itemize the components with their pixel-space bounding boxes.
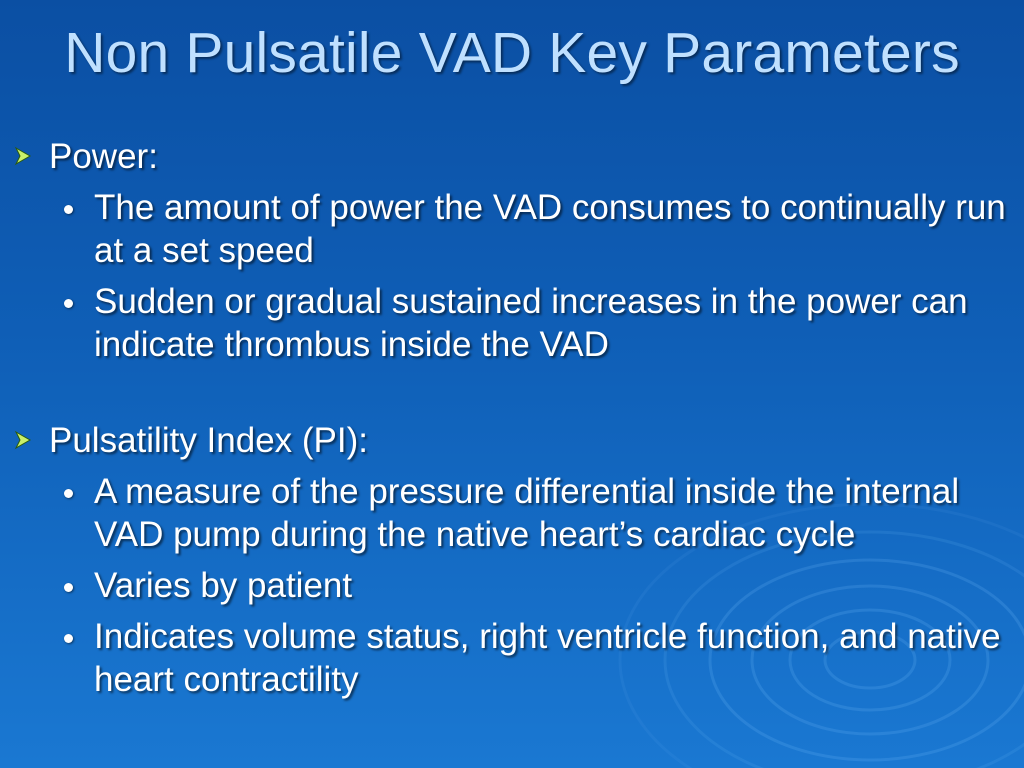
list-item (0, 186, 1024, 272)
bullet-text: The amount of power the VAD consumes to continually run at a set speed (94, 188, 1006, 270)
round-bullet-icon (64, 299, 73, 308)
list-item (0, 280, 1024, 366)
round-bullet-icon (64, 205, 73, 214)
round-bullet-icon (64, 583, 73, 592)
section-heading-power (0, 134, 1024, 180)
round-bullet-icon (64, 634, 73, 643)
list-item (0, 615, 1024, 701)
arrow-bullet-icon (12, 145, 34, 167)
bullet-text: Sudden or gradual sustained increases in the power can indicate thrombus inside the VAD (94, 282, 968, 364)
list-item (0, 470, 1024, 556)
bullet-text: Indicates volume status, right ventricle function, and native heart contractility (94, 617, 1001, 699)
arrow-bullet-icon (12, 429, 34, 451)
slide-body (0, 134, 1024, 709)
section-spacer (0, 374, 1024, 418)
round-bullet-icon (64, 489, 73, 498)
section-heading-pulsatility-index (0, 418, 1024, 464)
list-item (0, 564, 1024, 607)
section-heading-label: Power: (49, 137, 158, 176)
slide-title: Non Pulsatile VAD Key Parameters (64, 21, 960, 85)
bullet-text: A measure of the pressure differential inside the internal VAD pump during the native heart’s cardiac cycle (94, 472, 960, 554)
section-heading-label: Pulsatility Index (PI): (49, 421, 368, 460)
bullet-text: Varies by patient (94, 566, 353, 605)
